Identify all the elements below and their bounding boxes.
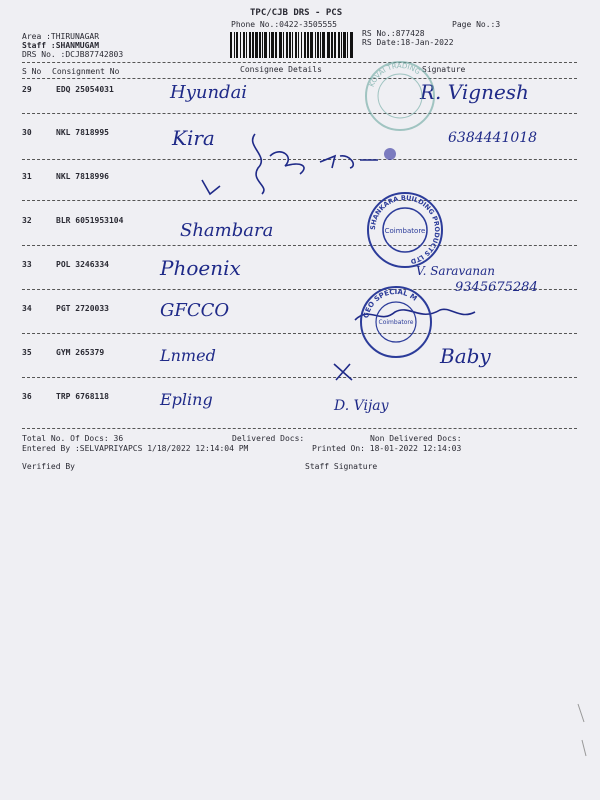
page-mark [574, 700, 594, 760]
handwritten-signature: V. Saravanan [416, 264, 496, 278]
barcode-bar [315, 32, 316, 58]
barcode-bar [249, 32, 251, 58]
barcode-bar [271, 32, 274, 58]
divider [22, 245, 577, 246]
barcode-bar [347, 32, 348, 58]
company-stamp [365, 190, 445, 270]
row-consignment: PGT 2720033 [56, 304, 109, 313]
staff-label: Staff :SHANMUGAM [22, 41, 100, 50]
barcode-bar [295, 32, 297, 58]
barcode-bar [350, 32, 353, 58]
stamp-text: SHANKARA BUILDING PRODUCTS LTD [368, 193, 442, 266]
barcode-bar [255, 32, 258, 58]
row-sno: 35 [22, 348, 32, 357]
row-consignment: BLR 6051953104 [56, 216, 124, 225]
delivered-docs: Delivered Docs: [232, 434, 305, 443]
table-row [22, 128, 152, 142]
divider [22, 333, 577, 334]
barcode-bar [327, 32, 330, 58]
handwritten-phone: 9345675284 [455, 280, 538, 295]
handwritten-consignee: Hyundai [170, 82, 248, 103]
handwritten-signature: R. Vignesh [420, 80, 529, 104]
area-label: Area :THIRUNAGAR [22, 32, 100, 41]
handwritten-consignee: Phoenix [160, 256, 241, 280]
barcode-bar [269, 32, 270, 58]
table-row [22, 172, 152, 186]
stamp-center-text: Coimbatore [384, 227, 426, 235]
handwritten-mark [330, 360, 360, 384]
barcode-bar [317, 32, 319, 58]
row-sno: 30 [22, 128, 32, 137]
divider [22, 62, 577, 63]
row-sno: 36 [22, 392, 32, 401]
stamp-text: KOVAI TRADING [367, 61, 422, 89]
column-sno: S No [22, 67, 42, 76]
company-stamp [362, 58, 438, 134]
company-stamp [358, 284, 434, 360]
barcode-bar [289, 32, 291, 58]
table-row [22, 85, 152, 99]
barcode-bar [343, 32, 346, 58]
barcode-bar [264, 32, 267, 58]
row-sno: 32 [22, 216, 32, 225]
rs-date: RS Date:18-Jan-2022 [362, 38, 454, 47]
barcode-bar [243, 32, 245, 58]
divider [22, 78, 577, 79]
barcode-bar [286, 32, 288, 58]
stamp-text: GEO SPECIAL M [362, 287, 419, 319]
barcode-bar [331, 32, 333, 58]
handwritten-signature: Baby [440, 344, 491, 368]
row-sno: 29 [22, 85, 32, 94]
stamp-center-text: Coimbatore [378, 319, 414, 326]
handwritten-consignee: Shambara [180, 220, 274, 241]
barcode-bar [275, 32, 277, 58]
barcode-bar [301, 32, 302, 58]
handwritten-consignee: GFCCO [160, 300, 230, 321]
barcode-bar [279, 32, 282, 58]
barcode-bar [236, 32, 238, 58]
handwritten-consignee: Epling [160, 390, 213, 409]
row-consignment: GYM 265379 [56, 348, 105, 357]
table-row [22, 260, 152, 274]
handwritten-phone: 6384441018 [448, 130, 538, 146]
column-signature: Signature [422, 65, 466, 74]
column-consignment: Consignment No [52, 67, 120, 76]
barcode-bar [298, 32, 299, 58]
total-docs: Total No. Of Docs: 36 [22, 434, 124, 443]
barcode-bar [230, 32, 232, 58]
barcode-bar [234, 32, 235, 58]
barcode-bar [334, 32, 336, 58]
drs-number: DRS No. :DCJB87742803 [22, 50, 124, 59]
handwritten-consignee: Lnmed [160, 346, 216, 365]
barcode-bar [262, 32, 263, 58]
column-consignee: Consignee Details [240, 65, 322, 74]
printed-on: Printed On: 18-01-2022 12:14:03 [312, 444, 462, 453]
entered-by: Entered By :SELVAPRIYAPCS 1/18/2022 12:14:04 PM [22, 444, 249, 453]
row-sno: 34 [22, 304, 32, 313]
row-consignment: TRP 6768118 [56, 392, 109, 401]
row-consignment: NKL 7818995 [56, 128, 109, 137]
table-row [22, 348, 152, 362]
divider [22, 377, 577, 378]
staff-signature: Staff Signature [305, 462, 378, 471]
handwritten-scribble [240, 126, 410, 196]
page-number: Page No.:3 [452, 20, 501, 29]
row-consignment: NKL 7818996 [56, 172, 109, 181]
barcode [230, 32, 356, 58]
table-row [22, 216, 152, 230]
divider [22, 428, 577, 429]
row-sno: 33 [22, 260, 32, 269]
table-row [22, 392, 152, 406]
barcode-bar [341, 32, 342, 58]
row-sno: 31 [22, 172, 32, 181]
divider [22, 113, 577, 114]
document-title: TPC/CJB DRS - PCS [250, 8, 343, 18]
barcode-bar [259, 32, 261, 58]
barcode-bar [338, 32, 340, 58]
barcode-bar [246, 32, 247, 58]
row-consignment: EDQ 25054031 [56, 85, 114, 94]
barcode-bar [240, 32, 241, 58]
barcode-bar [307, 32, 309, 58]
barcode-bar [292, 32, 293, 58]
handwritten-signature: D. Vijay [334, 398, 389, 414]
row-consignment: POL 3246334 [56, 260, 109, 269]
handwritten-consignee: Kira [172, 126, 215, 150]
barcode-bar [310, 32, 313, 58]
barcode-bar [320, 32, 321, 58]
phone-number: Phone No.:0422-3505555 [231, 20, 337, 29]
table-row [22, 304, 152, 318]
barcode-bar [283, 32, 284, 58]
rs-number: RS No.:877428 [362, 29, 425, 38]
non-delivered-docs: Non Delivered Docs: [370, 434, 462, 443]
barcode-bar [304, 32, 306, 58]
barcode-bar [322, 32, 325, 58]
verified-by: Verified By [22, 462, 75, 471]
handwritten-mark [198, 176, 228, 200]
divider [22, 200, 577, 201]
barcode-bar [252, 32, 254, 58]
